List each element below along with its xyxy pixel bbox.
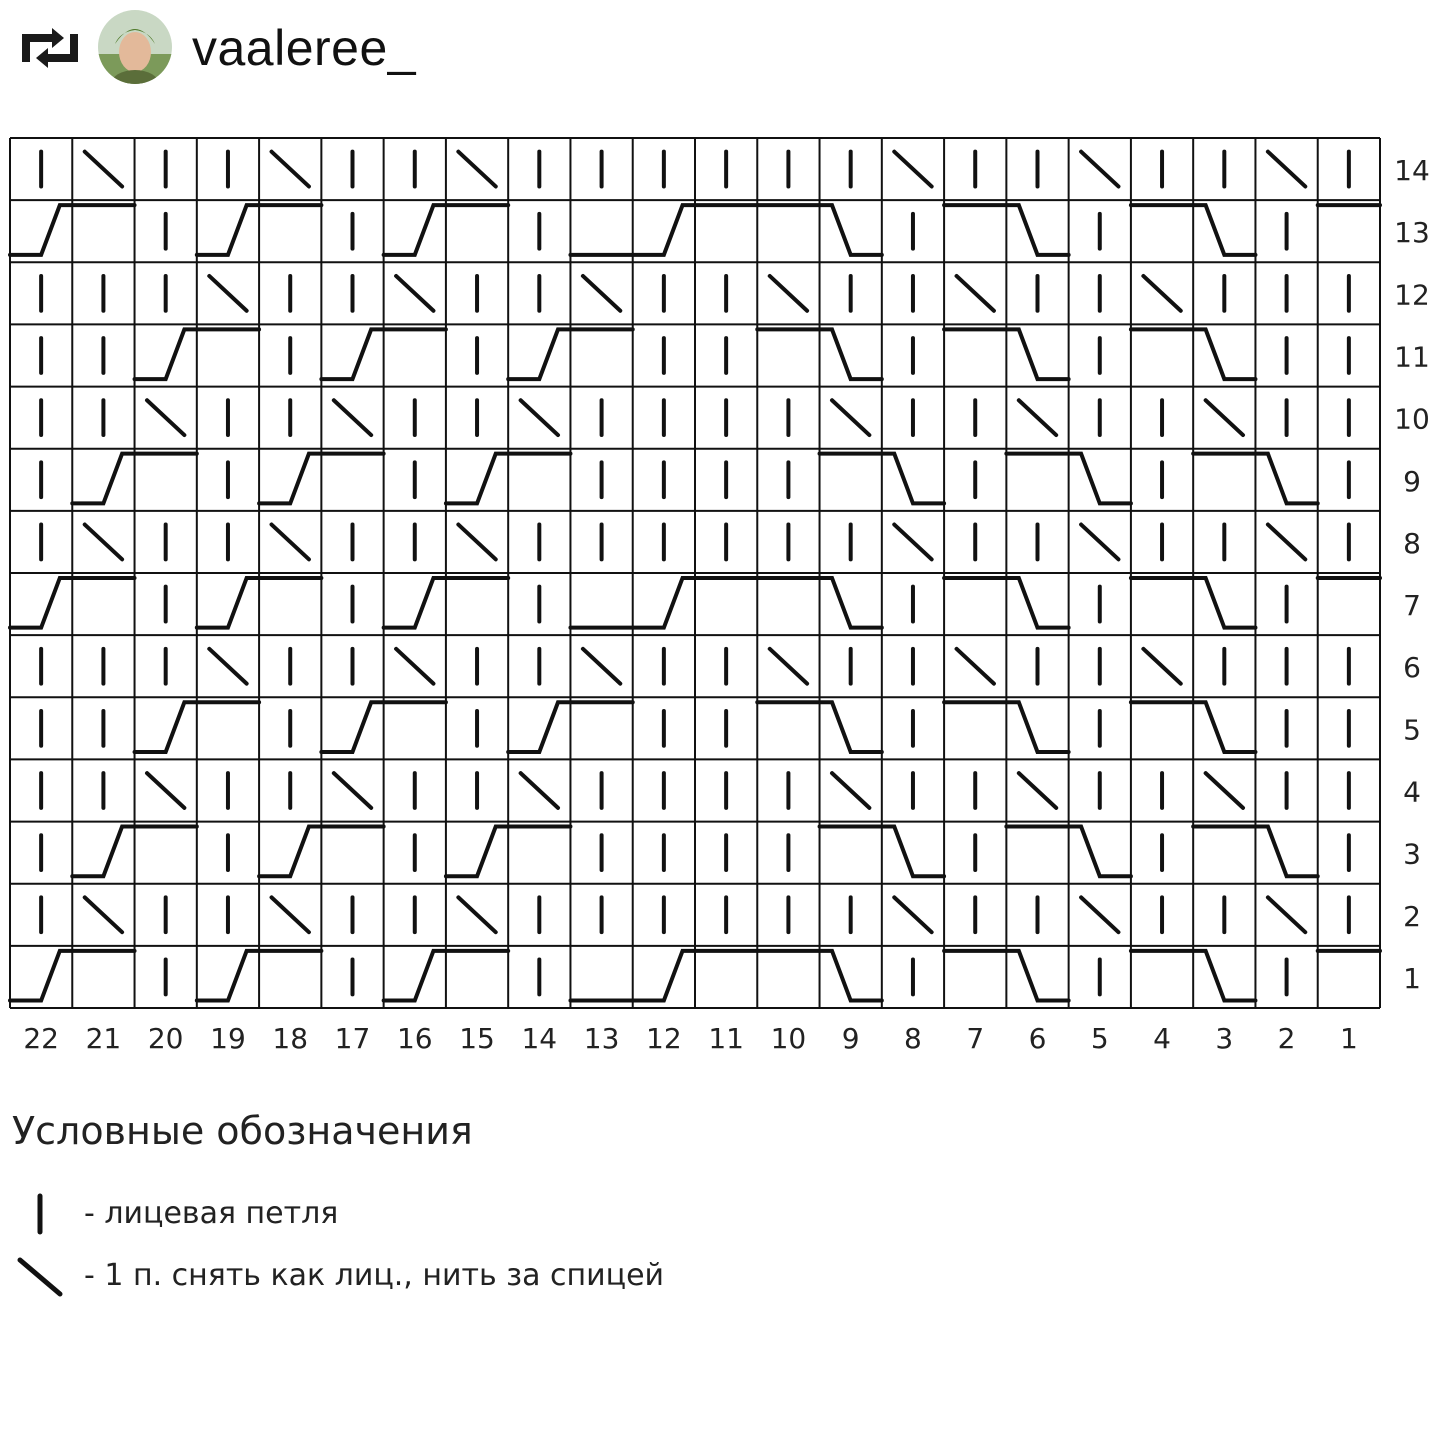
- slip-stitch: [85, 152, 122, 187]
- cable-step-up: [384, 205, 446, 255]
- cable-step-down: [820, 329, 882, 379]
- slip-stitch: [1206, 400, 1243, 435]
- cable-step-up: [10, 578, 72, 628]
- cable-step-up: [259, 454, 321, 504]
- knit-stitch-icon: [12, 1186, 72, 1246]
- cable-step-up: [197, 951, 259, 1001]
- slip-stitch: [209, 649, 246, 684]
- column-label: 16: [396, 1022, 433, 1055]
- slip-stitch: [458, 897, 495, 932]
- column-label: 15: [459, 1022, 495, 1055]
- legend-label-knit: - лицевая петля: [84, 1196, 339, 1231]
- cable-step-up: [384, 578, 446, 628]
- slip-stitch: [894, 897, 931, 932]
- cable-step-up: [135, 702, 197, 752]
- slip-stitch: [209, 276, 246, 311]
- slip-stitch: [272, 525, 309, 560]
- row-label: 11: [1394, 340, 1430, 374]
- cable-step-down: [820, 702, 882, 752]
- slip-stitch: [832, 773, 869, 808]
- slip-stitch: [957, 649, 994, 684]
- slip-stitch: [583, 649, 620, 684]
- slip-stitch: [1019, 400, 1056, 435]
- slip-stitch: [894, 525, 931, 560]
- row-label: 4: [1403, 775, 1421, 809]
- column-label: 22: [23, 1022, 59, 1055]
- column-label: 6: [1028, 1022, 1047, 1055]
- column-label: 10: [770, 1022, 807, 1055]
- slip-stitch: [770, 649, 807, 684]
- avatar[interactable]: [98, 10, 172, 84]
- cable-step-up: [446, 827, 508, 877]
- slip-stitch: [147, 773, 184, 808]
- row-label: 9: [1403, 464, 1421, 498]
- column-label: 21: [85, 1022, 122, 1055]
- avatar-photo-icon: [98, 10, 172, 84]
- column-label: 3: [1215, 1022, 1234, 1055]
- cable-step-up: [508, 329, 570, 379]
- knitting-chart: [0, 120, 1440, 1060]
- row-label: 2: [1403, 899, 1421, 933]
- slip-stitch: [583, 276, 620, 311]
- cable-step-down: [1193, 578, 1255, 628]
- cable-step-down: [1193, 329, 1255, 379]
- cable-step-up: [633, 205, 695, 255]
- cable-step-down: [1006, 702, 1068, 752]
- slip-stitch: [396, 649, 433, 684]
- cable-step-down: [1006, 329, 1068, 379]
- cable-step-up: [72, 827, 134, 877]
- row-label: 14: [1394, 154, 1430, 188]
- cable-step-up: [10, 205, 72, 255]
- slip-stitch: [894, 152, 931, 187]
- cable-step-up: [633, 951, 695, 1001]
- cable-step-down: [1255, 827, 1317, 877]
- cable-step-down: [1193, 702, 1255, 752]
- slip-stitch: [1268, 897, 1305, 932]
- cable-step-up: [633, 578, 695, 628]
- column-label: 19: [210, 1022, 246, 1055]
- row-label: 13: [1394, 216, 1430, 250]
- slip-stitch: [458, 152, 495, 187]
- slip-stitch-icon: [12, 1248, 72, 1308]
- slip-stitch: [1268, 152, 1305, 187]
- cable-step-up: [10, 951, 72, 1001]
- cable-step-down: [882, 827, 944, 877]
- legend-item-knit: [12, 1186, 812, 1246]
- slip-stitch: [1081, 897, 1118, 932]
- slip-stitch: [521, 773, 558, 808]
- row-label: 12: [1394, 278, 1430, 312]
- column-label: 1: [1339, 1022, 1358, 1055]
- column-label: 14: [521, 1022, 558, 1055]
- cable-step-up: [384, 951, 446, 1001]
- cable-step-down: [882, 454, 944, 504]
- cable-step-down: [820, 578, 882, 628]
- cable-step-down: [820, 951, 882, 1001]
- legend-item-slip: [12, 1248, 812, 1308]
- slip-stitch: [334, 400, 371, 435]
- slip-stitch: [832, 400, 869, 435]
- slip-stitch: [521, 400, 558, 435]
- slip-stitch: [1143, 276, 1180, 311]
- slip-stitch: [1081, 152, 1118, 187]
- legend-label-slip: - 1 п. снять как лиц., нить за спицей: [84, 1258, 665, 1293]
- column-label: 20: [147, 1022, 184, 1055]
- cable-step-up: [321, 702, 383, 752]
- cable-step-down: [1006, 951, 1068, 1001]
- cable-step-up: [197, 205, 259, 255]
- slip-stitch: [396, 276, 433, 311]
- post-header: [0, 0, 1440, 100]
- cable-step-down: [820, 205, 882, 255]
- column-label: 4: [1153, 1022, 1171, 1055]
- cable-step-down: [1006, 205, 1068, 255]
- column-label: 5: [1090, 1022, 1109, 1055]
- cable-step-down: [1069, 827, 1131, 877]
- column-label: 18: [272, 1022, 309, 1055]
- cable-step-down: [1069, 454, 1131, 504]
- slip-stitch: [1206, 773, 1243, 808]
- row-label: 3: [1403, 837, 1421, 871]
- column-label: 12: [646, 1022, 682, 1055]
- row-label: 5: [1403, 713, 1421, 747]
- slip-stitch: [272, 897, 309, 932]
- cable-step-down: [1193, 205, 1255, 255]
- cable-step-down: [1006, 578, 1068, 628]
- slip-stitch: [458, 525, 495, 560]
- column-label: 8: [904, 1022, 922, 1055]
- repost-icon[interactable]: [18, 24, 82, 72]
- row-label: 8: [1403, 526, 1421, 560]
- slip-stitch: [272, 152, 309, 187]
- column-label: 11: [708, 1022, 744, 1055]
- row-label: 7: [1403, 589, 1421, 623]
- row-label: 6: [1403, 651, 1421, 685]
- column-label: 7: [966, 1022, 985, 1055]
- legend-title: Условные обозначения: [12, 1109, 473, 1153]
- slip-stitch: [85, 897, 122, 932]
- cable-step-down: [1193, 951, 1255, 1001]
- cable-step-up: [508, 702, 570, 752]
- row-label: 1: [1403, 961, 1421, 995]
- slip-stitch: [1143, 649, 1180, 684]
- slip-stitch: [770, 276, 807, 311]
- cable-step-down: [1255, 454, 1317, 504]
- cable-step-up: [135, 329, 197, 379]
- cable-step-up: [321, 329, 383, 379]
- slip-stitch: [1019, 773, 1056, 808]
- username[interactable]: vaaleree_: [192, 20, 417, 76]
- slip-stitch: [1268, 525, 1305, 560]
- slip-stitch: [957, 276, 994, 311]
- column-label: 13: [583, 1022, 620, 1055]
- slip-stitch: [147, 400, 184, 435]
- cable-step-up: [446, 454, 508, 504]
- row-label: 10: [1394, 402, 1430, 436]
- slip-stitch: [85, 525, 122, 560]
- cable-step-up: [197, 578, 259, 628]
- slip-stitch: [1081, 525, 1118, 560]
- column-label: 9: [841, 1022, 860, 1055]
- cable-step-up: [72, 454, 134, 504]
- column-label: 17: [334, 1022, 371, 1055]
- slip-stitch: [334, 773, 371, 808]
- cable-step-up: [259, 827, 321, 877]
- column-label: 2: [1277, 1022, 1296, 1055]
